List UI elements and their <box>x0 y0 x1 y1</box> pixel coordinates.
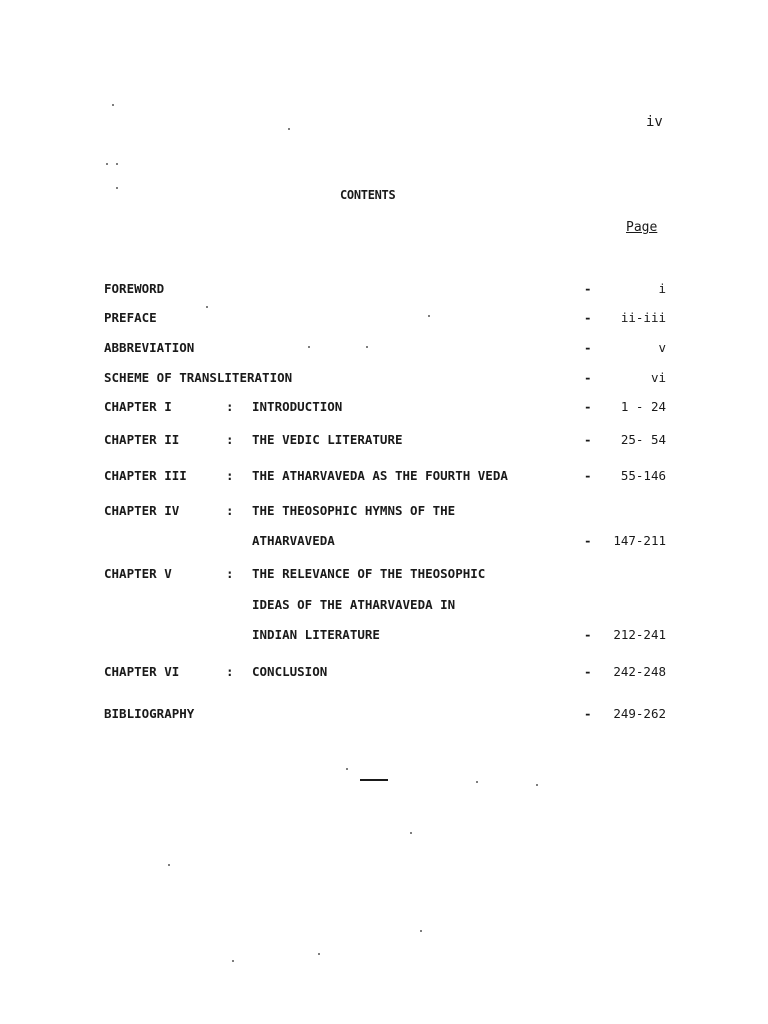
entry-title-line: THE RELEVANCE OF THE THEOSOPHIC <box>252 566 486 581</box>
toc-entry-chapter-5-cont <box>0 597 768 617</box>
entry-dash: - <box>584 533 592 548</box>
entry-title: INTRODUCTION <box>252 399 343 414</box>
scan-speck <box>318 953 320 955</box>
entry-dash: - <box>584 399 592 414</box>
entry-title-line: IDEAS OF THE ATHARVAVEDA IN <box>252 597 456 612</box>
entry-title-line: ATHARVAVEDA <box>252 533 335 548</box>
entry-pages: 249-262 <box>613 706 666 721</box>
entry-pages: 242-248 <box>613 664 666 679</box>
entry-dash: - <box>584 664 592 679</box>
entry-label: ABBREVIATION <box>104 340 195 355</box>
entry-title-line: THE THEOSOPHIC HYMNS OF THE <box>252 503 456 518</box>
entry-title: THE VEDIC LITERATURE <box>252 432 403 447</box>
entry-pages: 147-211 <box>613 533 666 548</box>
toc-entry-chapter-4 <box>0 503 768 523</box>
entry-title: CONCLUSION <box>252 664 328 679</box>
page-number: iv <box>646 114 663 130</box>
entry-pages: ii-iii <box>620 310 666 325</box>
scan-speck <box>366 346 368 348</box>
entry-label: CHAPTER VI <box>104 664 180 679</box>
entry-separator: : <box>226 432 234 447</box>
toc-entry-preface <box>0 310 768 330</box>
entry-separator: : <box>226 468 234 483</box>
entry-label: CHAPTER II <box>104 432 180 447</box>
entry-pages: 25- 54 <box>620 432 666 447</box>
entry-separator: : <box>226 503 234 518</box>
entry-separator: : <box>226 399 234 414</box>
toc-entry-bibliography <box>0 706 768 726</box>
entry-dash: - <box>584 310 592 325</box>
entry-label: CHAPTER V <box>104 566 172 581</box>
scan-speck <box>428 315 430 317</box>
toc-entry-chapter-3 <box>0 468 768 488</box>
scan-speck <box>206 306 208 308</box>
entry-label: SCHEME OF TRANSLITERATION <box>104 370 293 385</box>
scan-speck <box>410 832 412 834</box>
page-column-label: Page <box>626 220 658 235</box>
toc-entry-transliteration <box>0 370 768 390</box>
entry-pages: i <box>658 281 666 296</box>
scan-speck <box>116 187 118 189</box>
entry-dash: - <box>584 432 592 447</box>
entry-label: BIBLIOGRAPHY <box>104 706 195 721</box>
entry-dash: - <box>584 340 592 355</box>
scan-speck <box>346 768 348 770</box>
entry-separator: : <box>226 664 234 679</box>
contents-heading: CONTENTS <box>340 188 396 202</box>
entry-title: THE ATHARVAVEDA AS THE FOURTH VEDA <box>252 468 508 483</box>
toc-entry-chapter-1 <box>0 399 768 419</box>
entry-separator: : <box>226 566 234 581</box>
entry-label: CHAPTER I <box>104 399 172 414</box>
entry-dash: - <box>584 370 592 385</box>
entry-dash: - <box>584 627 592 642</box>
scan-speck <box>232 960 234 962</box>
toc-entry-chapter-5 <box>0 566 768 586</box>
entry-title-line: INDIAN LITERATURE <box>252 627 380 642</box>
toc-entry-chapter-4-cont <box>0 533 768 553</box>
entry-pages: 55-146 <box>620 468 666 483</box>
entry-label: CHAPTER III <box>104 468 187 483</box>
entry-label: FOREWORD <box>104 281 165 296</box>
entry-pages: 1 - 24 <box>620 399 666 414</box>
scan-speck <box>476 781 478 783</box>
entry-label: PREFACE <box>104 310 157 325</box>
scan-speck <box>168 864 170 866</box>
scan-speck <box>536 784 538 786</box>
scan-speck <box>288 128 290 130</box>
entry-dash: - <box>584 468 592 483</box>
scan-speck <box>106 163 108 165</box>
scan-speck <box>308 346 310 348</box>
closing-rule <box>360 779 388 781</box>
scan-speck <box>420 930 422 932</box>
entry-dash: - <box>584 706 592 721</box>
scan-speck <box>112 104 114 106</box>
entry-pages: v <box>658 340 666 355</box>
entry-pages: 212-241 <box>613 627 666 642</box>
toc-entry-chapter-2 <box>0 432 768 452</box>
toc-entry-chapter-6 <box>0 664 768 684</box>
toc-entry-chapter-5-cont <box>0 627 768 647</box>
toc-entry-abbreviation <box>0 340 768 360</box>
entry-pages: vi <box>650 370 666 385</box>
toc-entry-foreword <box>0 281 768 301</box>
entry-label: CHAPTER IV <box>104 503 180 518</box>
entry-dash: - <box>584 281 592 296</box>
scan-speck <box>116 163 118 165</box>
